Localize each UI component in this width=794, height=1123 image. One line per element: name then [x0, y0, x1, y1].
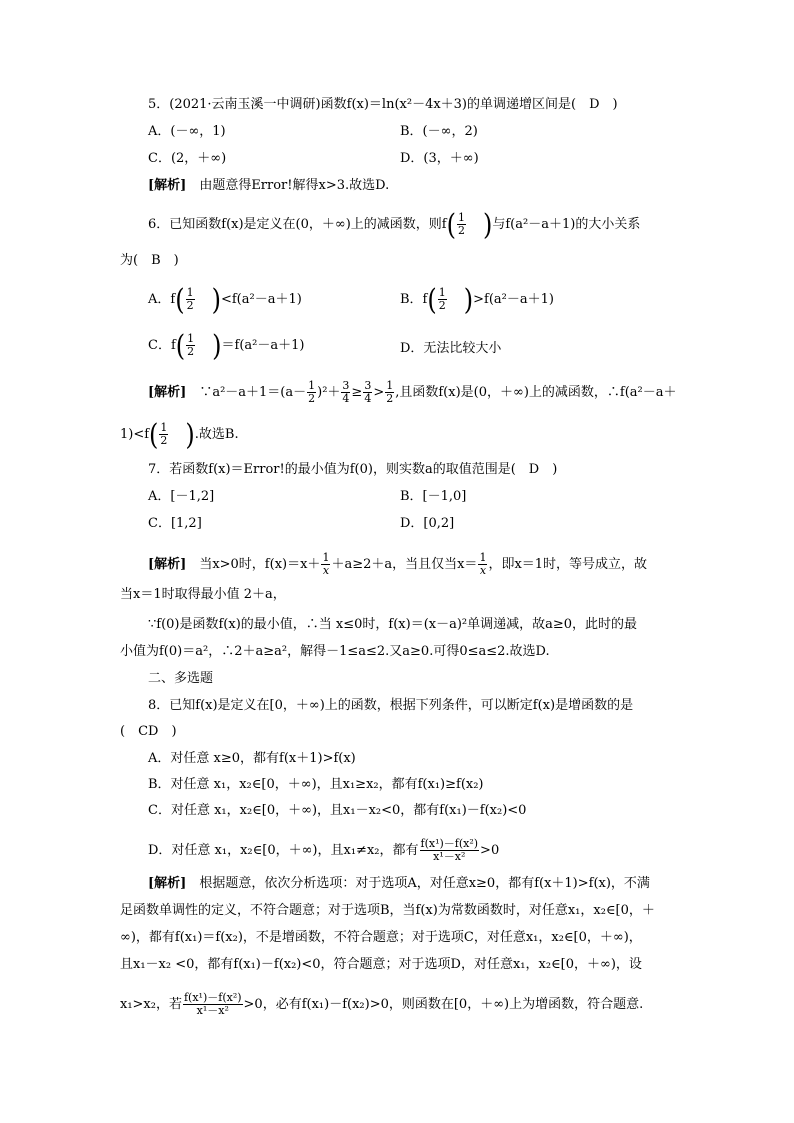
q5-stem: 5．(2021·云南玉溪一中调研)函数f(x)＝ln(x²－4x＋3)的单调递增区间是( D ) [148, 97, 618, 112]
q7-option-a: A．[－1,2] [148, 489, 215, 504]
q8-option-d: D．对任意 x₁，x₂∈[0，＋∞)，且x₁≠x₂，都有 $\frac{\text{f(x¹)－f(x²)}}{\text{x¹－x²}}$ >0 [148, 837, 500, 863]
q8-solution-line1: [解析] 根据题意，依次分析选项：对于选项A，对任意x≥0，都有f(x＋1)>f(x)，不满 [148, 876, 650, 891]
q5-option-d: D．(3，＋∞) [400, 151, 479, 166]
right-paren: ) [483, 207, 493, 242]
q8-solution-line2: 足函数单调性的定义，不符合题意；对于选项B，当f(x)为常数函数时，对任意x₁，x₂∈[0，＋ [120, 903, 655, 918]
q7-option-d: D．[0,2] [400, 516, 455, 531]
q5-option-c: C．(2，＋∞) [148, 151, 227, 166]
q7-solution-line4: 小值为f(0)＝a²，∴2＋a≥a²，解得－1≤a≤2.又a≥0.可得0≤a≤2.故选D. [120, 644, 550, 659]
q6-solution-line2: 1)<f( $\frac{1}{2}$ ).故选B. [120, 417, 239, 452]
q8-solution-line4: 且x₁－x₂ <0，都有f(x₁)－f(x₂)<0，符合题意；对于选项D，对任意x₁，x₂∈[0，＋∞)，设 [120, 957, 642, 972]
q6-stem [148, 207, 641, 242]
q6-option-c: C．f( $\frac{1}{2}$ )＝f(a²－a＋1) [148, 328, 305, 363]
solution-tag: [解析] [148, 385, 187, 400]
q8-answer: ( CD ) [120, 724, 177, 739]
q5-solution-text: 由题意得Error!解得x>3.故选D. [186, 178, 390, 193]
q8-solution-line5: x₁>x₂，若 $\frac{\text{f(x¹)－f(x²)}}{\text{x¹－x²}}$ >0，必有f(x₁)－f(x₂)>0，则函数在[0，＋∞)上为增函数，符合题意. [120, 991, 644, 1017]
section-heading: 二、多选题 [148, 671, 214, 686]
q6-option-b: B．f( $\frac{1}{2}$ )>f(a²－a＋1) [400, 282, 554, 317]
q6-stem-pre: 6．已知函数f(x)是定义在(0，＋∞)上的减函数，则f [148, 217, 447, 232]
q8-stem: 8．已知f(x)是定义在[0，＋∞)上的函数，根据下列条件，可以断定f(x)是增函数的是 [148, 698, 634, 713]
q5-solution [148, 177, 389, 195]
q7-stem: 7．若函数f(x)＝Error!的最小值为f(0)，则实数a的取值范围是( D ) [148, 462, 558, 477]
q6-option-a: A．f( $\frac{1}{2}$ )<f(a²－a＋1) [148, 282, 302, 317]
left-paren: ( [446, 207, 456, 242]
half-fraction: $\frac{1}{2}$ [458, 211, 465, 237]
q8-option-a: A．对任意 x≥0，都有f(x＋1)>f(x) [148, 751, 356, 766]
q5-option-b: B．(－∞，2) [400, 124, 478, 139]
q7-option-b: B．[－1,0] [400, 489, 467, 504]
difference-quotient-fraction: $\frac{\text{f(x¹)－f(x²)}}{\text{x¹－x²}}$ [420, 837, 479, 863]
q8-solution-line3: ∞)，都有f(x₁)＝f(x₂)，不是增函数，不符合题意；对于选项C，对任意x₁，x₂∈[0，＋∞)， [120, 930, 642, 945]
q6-option-d: D．无法比较大小 [400, 341, 502, 356]
q8-option-c: C．对任意 x₁，x₂∈[0，＋∞)，且x₁－x₂<0，都有f(x₁)－f(x₂)<0 [148, 803, 527, 818]
q7-solution-line1: [解析] 当x>0时，f(x)＝x＋ $\frac{1}{x}$ ＋a≥2＋a，当且仅当x＝ $\frac{1}{x}$ ，即x＝1时，等号成立，故 [148, 551, 648, 577]
q7-option-c: C．[1,2] [148, 516, 202, 531]
q6-stem-post: 与f(a²－a＋1)的大小关系 [492, 217, 641, 232]
solution-tag: [解析] [148, 178, 187, 193]
q6-stem-line2: 为( B ) [120, 253, 179, 268]
q8-option-b: B．对任意 x₁，x₂∈[0，＋∞)，且x₁≥x₂，都有f(x₁)≥f(x₂) [148, 777, 484, 792]
q6-solution-line1: [解析] ∵a²－a＋1＝(a－ $\frac{1}{2}$ )²＋ $\frac{3}{4}$ ≥ $\frac{3}{4}$ > $\frac{1}{2}$ ,且函数f(x)是(0，＋∞)上的减函数，∴f(a²－a＋ [148, 379, 677, 405]
solution-tag: [解析] [148, 876, 187, 891]
q5-option-a: A．(－∞，1) [148, 124, 226, 139]
solution-tag: [解析] [148, 557, 187, 572]
q7-solution-line3: ∵f(0)是函数f(x)的最小值，∴当 x≤0时，f(x)＝(x－a)²单调递减，故a≥0，此时的最 [148, 617, 638, 632]
q7-solution-line2: 当x＝1时取得最小值 2＋a， [120, 587, 286, 602]
